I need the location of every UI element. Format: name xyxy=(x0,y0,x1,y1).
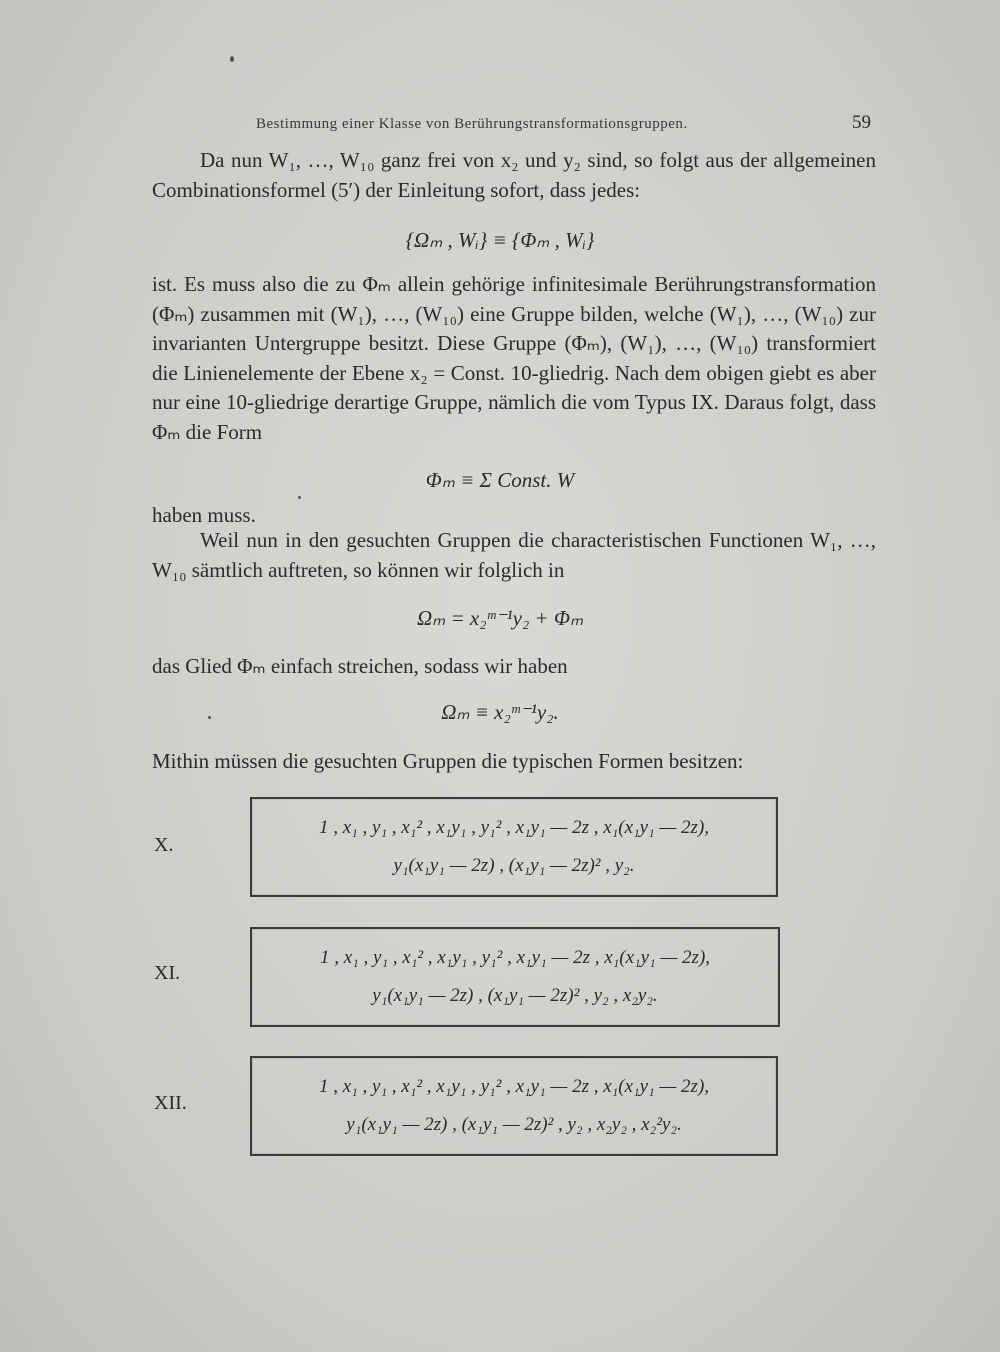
paragraph-2 xyxy=(152,270,876,447)
paragraph-4 xyxy=(152,526,876,585)
paragraph-text: das Glied Φₘ einfach streichen, sodass wir haben xyxy=(152,654,568,678)
paragraph-text: Weil nun in den gesuchten Gruppen die characteristischen Functionen W₁, …, W₁₀ sämtlich auftreten, so können wir folglich in xyxy=(152,528,876,582)
group-box-x xyxy=(250,797,778,897)
paragraph-5 xyxy=(152,652,876,682)
paragraph-text: Da nun W₁, …, W₁₀ ganz frei von x₂ und y₂ sind, so folgt aus der allgemeinen Combinationsformel (5′) der Einleitung sofort, dass jedes: xyxy=(152,148,876,202)
group-line-1: 1 , x₁ , y₁ , x₁² , x₁y₁ , y₁² , x₁y₁ — 2z , x₁(x₁y₁ — 2z), xyxy=(318,817,710,838)
formula-phi-sum: Φₘ ≡ Σ Const. W xyxy=(425,468,575,492)
paragraph-text: Mithin müssen die gesuchten Gruppen die typischen Formen besitzen: xyxy=(152,749,744,773)
group-line-1: 1 , x₁ , y₁ , x₁² , x₁y₁ , y₁² , x₁y₁ — 2z , x₁(x₁y₁ — 2z), xyxy=(319,947,711,968)
paragraph-6 xyxy=(152,747,876,777)
paragraph-text: haben muss. xyxy=(152,503,256,527)
group-label-x: X. xyxy=(154,834,174,856)
formula-bracket-identity: {Ωₘ , Wᵢ} ≡ {Φₘ , Wᵢ} xyxy=(405,228,595,252)
paragraph-1 xyxy=(152,146,876,205)
running-header: Bestimmung einer Klasse von Berührungstransformationsgruppen. xyxy=(256,116,688,132)
formula-omega-definition: Ωₘ = x₂ᵐ⁻¹y₂ + Φₘ xyxy=(416,606,584,630)
group-label-xi: XI. xyxy=(154,962,181,984)
page-number: 59 xyxy=(852,112,871,133)
group-box-xii xyxy=(250,1056,778,1156)
scan-speck xyxy=(298,496,301,499)
group-line-2: y₁(x₁y₁ — 2z) , (x₁y₁ — 2z)² , y₂ , x₂y₂ , x₂²y₂. xyxy=(346,1114,682,1135)
scan-speck xyxy=(230,56,234,62)
group-line-1: 1 , x₁ , y₁ , x₁² , x₁y₁ , y₁² , x₁y₁ — 2z , x₁(x₁y₁ — 2z), xyxy=(318,1076,710,1097)
group-line-2: y₁(x₁y₁ — 2z) , (x₁y₁ — 2z)² , y₂. xyxy=(393,855,635,876)
group-box-xi xyxy=(250,927,780,1027)
paragraph-text: ist. Es muss also die zu Φₘ allein gehörige infinitesimale Berührungstransformation (Φₘ) zusammen mit (W₁), …, (W₁₀) eine Gruppe bilden, welche (W₁), …, (W₁₀) zur invarianten Untergruppe besitzt. Diese Gruppe (Φₘ), (W₁), …, (W₁₀) transformiert die Linienelemente der Ebene x₂ = Const. 10-gliedrig. Nach dem obigen giebt es aber nur eine 10-gliedrige derartige Gruppe, nämlich die vom Typus IX. Daraus folgt, dass Φₘ die Form xyxy=(152,272,876,444)
formula-omega-reduced: Ωₘ ≡ x₂ᵐ⁻¹y₂. xyxy=(441,700,559,724)
group-line-2: y₁(x₁y₁ — 2z) , (x₁y₁ — 2z)² , y₂ , x₂y₂. xyxy=(372,985,658,1006)
group-label-xii: XII. xyxy=(154,1092,187,1114)
scan-speck xyxy=(208,716,211,719)
